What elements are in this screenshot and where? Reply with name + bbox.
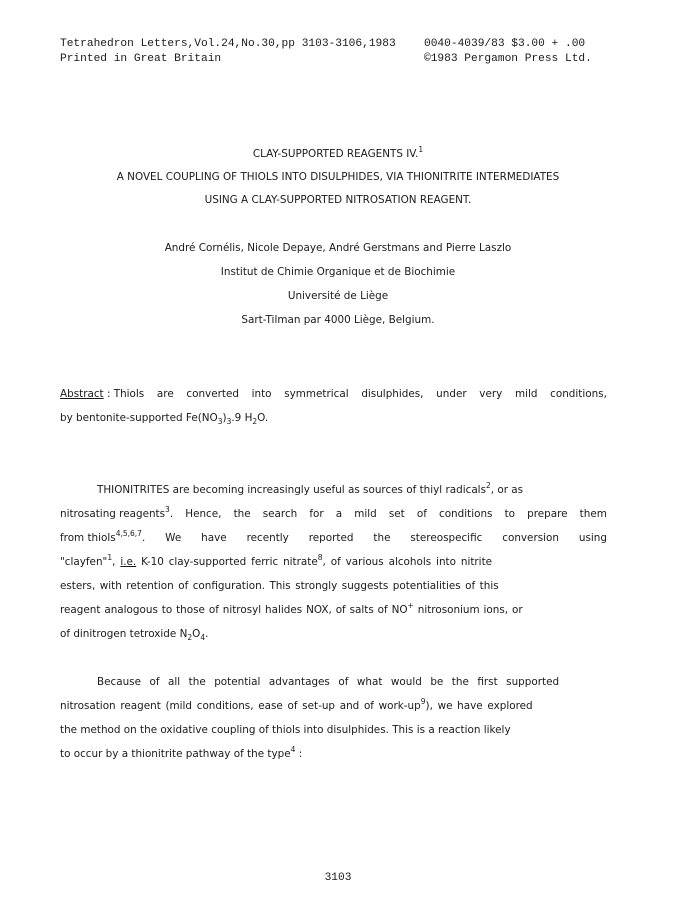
affiliation-line-2: Université de Liège — [287, 290, 389, 302]
para1-line-6: reagent analogous to those of nitrosyl halides NOX, of salts of NO+ nitrosonium ions, or — [60, 601, 523, 616]
para1-line-3: from thiols$^{4,5,6,7}$. We have recently reported the stereospecific conversion using — [60, 529, 607, 544]
printed-in-line: Printed in Great Britain — [60, 53, 222, 65]
issn-price-line: 0040-4039/83 $3.00 + .00 — [424, 38, 586, 50]
para1-line-5: esters, with retention of configuration. This strongly suggests potentialities of this — [60, 580, 499, 592]
ie-abbreviation: i.e. — [120, 556, 137, 568]
para1-line-2: nitrosating reagents$^3$. Hence, the search for a mild set of conditions to prepare them — [60, 505, 607, 520]
abstract-line-1: Abstract : Thiols are converted into symmetrical disulphides, under very mild conditions, — [60, 388, 607, 400]
journal-citation-header — [60, 37, 396, 67]
abstract-label: Abstract — [60, 388, 104, 400]
para2-line-2: nitrosation reagent (mild conditions, ease of set-up and of work-$up^9$), we have explored — [60, 697, 533, 712]
title-line-3: USING A CLAY-SUPPORTED NITROSATION REAGENT. — [204, 194, 472, 206]
title-line-1: CLAY-SUPPORTED REAGENTS IV.$^1$ — [252, 145, 424, 160]
para1-line-7: of dinitrogen tetroxide $N_2O_4$. — [60, 628, 209, 642]
affiliation-line-1: Institut de Chimie Organique et de Biochimie — [220, 266, 456, 278]
copyright-line: ©1983 Pergamon Press Ltd. — [424, 53, 592, 65]
para2-line-3: the method on the oxidative coupling of thiols into disulphides. This is a reaction likely — [60, 724, 511, 736]
para1-line-4: "clayfen"$^1$, i.e. K-10 clay-supported ferric nitrate$^8$, of various alcohols into nitrite — [60, 553, 493, 568]
para1-line-1: THIONITRITES are becoming increasingly useful as sources of thiyl radicals$^2$, or as — [97, 481, 524, 496]
title-line-2: A NOVEL COUPLING OF THIOLS INTO DISULPHIDES, VIA THIONITRITE INTERMEDIATES — [116, 171, 560, 183]
affiliation-line-3: Sart-Tilman par 4000 Liège, Belgium. — [241, 314, 435, 326]
para2-line-4: to occur by a thionitrite pathway of the type$^4$ : — [60, 745, 303, 760]
abstract-line-2: by bentonite-supported $Fe(NO_3)_3.9$ $H_2O$. — [60, 412, 269, 426]
page-number: 3103 — [324, 872, 352, 884]
title-ref: 1 — [418, 145, 424, 154]
citation-line: Tetrahedron Letters,Vol.24,No.30,pp 3103-3106,1983 — [60, 38, 396, 50]
para2-line-1: Because of all the potential advantages of what would be the first supported — [97, 676, 560, 688]
authors: André Cornélis, Nicole Depaye, André Gerstmans and Pierre Laszlo — [164, 242, 512, 254]
copyright-header — [424, 37, 592, 67]
